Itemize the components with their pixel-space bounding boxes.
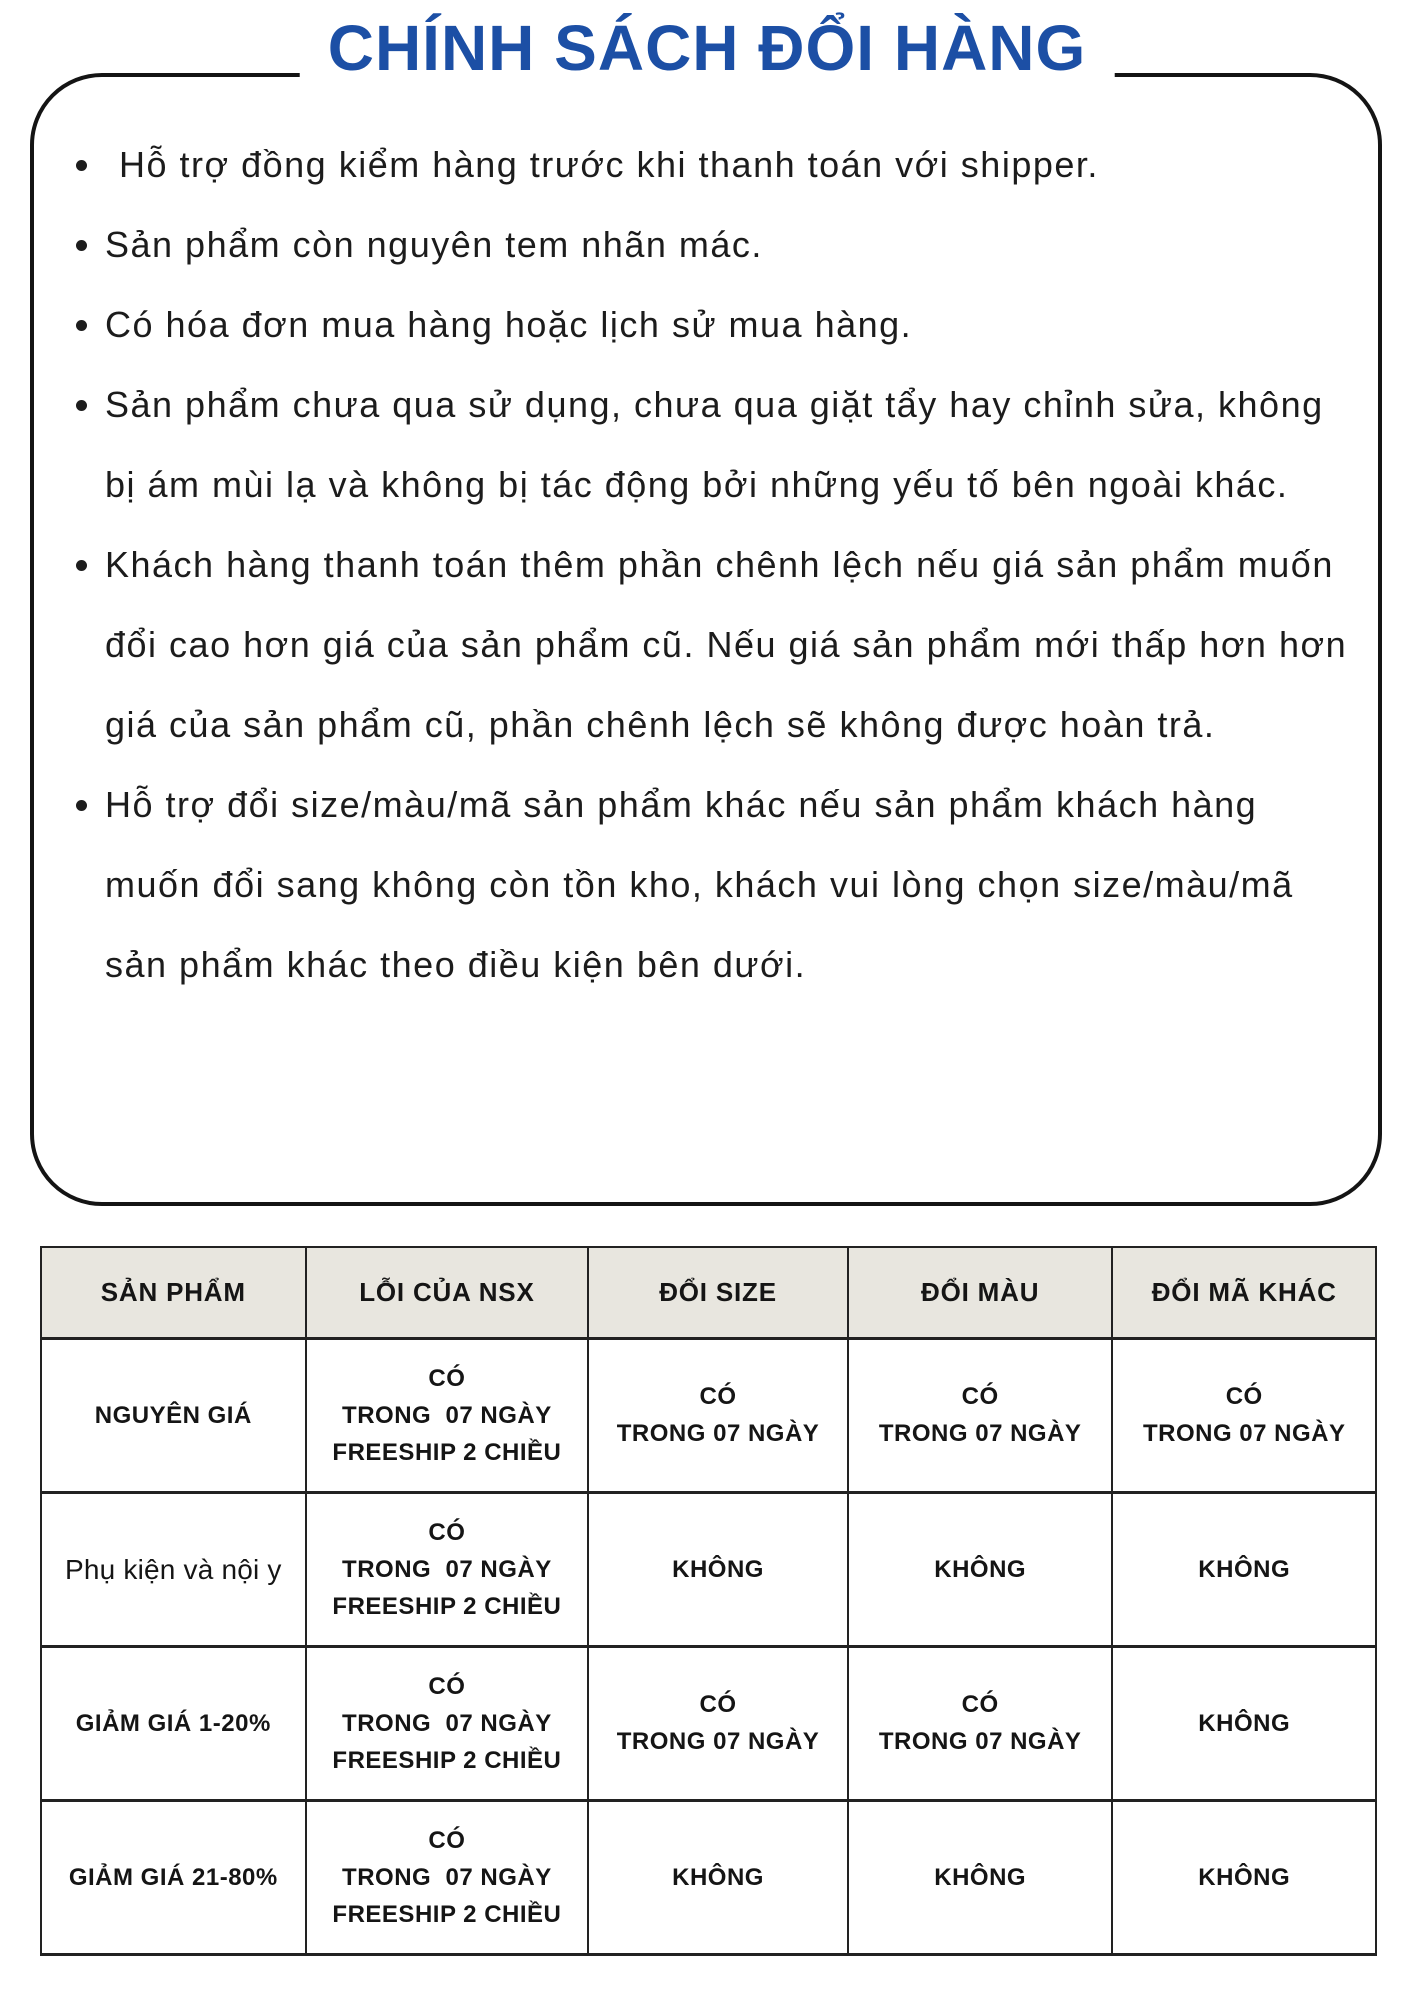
policy-value-line: FREESHIP 2 CHIỀU [332,1592,562,1620]
policy-value-line: KHÔNG [672,1863,764,1891]
bullet-dot-icon [76,560,87,571]
product-cell [41,1646,306,1800]
policy-value-cell [588,1338,848,1492]
policy-bullet [76,365,1348,525]
policy-value-cell [848,1492,1113,1646]
policy-value-line: KHÔNG [934,1863,1027,1891]
policy-bullet-text: Khách hàng thanh toán thêm phần chênh lệch nếu giá sản phẩm muốn đổi cao hơn giá của sản phẩm cũ. Nếu giá sản phẩm mới thấp hơn hơn giá của sản phẩm cũ, phần chênh lệch sẽ không được hoàn trả. [105,544,1348,745]
table-row [41,1492,1376,1646]
exchange-policy-table [40,1246,1377,1956]
policy-value-cell [1112,1646,1376,1800]
policy-value-line: TRONG 07 NGÀY [342,1555,552,1583]
policy-value-line: CÓ [428,1826,466,1854]
policy-bullet-text: Sản phẩm còn nguyên tem nhãn mác. [105,224,763,265]
policy-bullet-text: Hỗ trợ đổi size/màu/mã sản phẩm khác nếu sản phẩm khách hàng muốn đổi sang không còn tồn kho, khách vui lòng chọn size/màu/mã sản phẩm khác theo điều kiện bên dưới. [105,784,1294,985]
col-header-doi-ma-khac: ĐỔI MÃ KHÁC [1112,1247,1376,1338]
policy-value-line: KHÔNG [934,1555,1027,1583]
policy-value-cell [306,1492,589,1646]
policy-value-line: TRONG 07 NGÀY [342,1401,552,1429]
policy-bullet-text: Có hóa đơn mua hàng hoặc lịch sử mua hàng. [105,304,913,345]
policy-bullet [76,525,1348,765]
policy-value-cell [848,1800,1113,1954]
policy-value-cell [306,1646,589,1800]
policy-value-line: KHÔNG [1198,1709,1291,1737]
product-label: GIẢM GIÁ 1-20% [75,1709,271,1737]
policy-value-cell [1112,1492,1376,1646]
policy-bullet-text: Hỗ trợ đồng kiểm hàng trước khi thanh toán với shipper. [119,144,1099,185]
policy-value-line: TRONG 07 NGÀY [616,1728,820,1755]
policy-value-line: CÓ [699,1383,737,1410]
policy-value-cell [306,1800,589,1954]
policy-value-line: TRONG 07 NGÀY [878,1420,1082,1447]
policy-value-line: CÓ [428,1672,466,1700]
policy-value-line: CÓ [699,1691,737,1718]
policy-value-cell [588,1800,848,1954]
bullet-dot-icon [76,240,87,251]
table-row [41,1646,1376,1800]
product-cell [41,1338,306,1492]
bullet-dot-icon [76,320,87,331]
policy-value-line: CÓ [1225,1383,1263,1410]
table-header-row [41,1247,1376,1338]
bullet-dot-icon [76,400,87,411]
col-header-san-pham: SẢN PHẨM [41,1247,306,1338]
policy-value-line: KHÔNG [1198,1863,1291,1891]
policy-value-cell [848,1338,1113,1492]
policy-value-line: CÓ [961,1691,999,1718]
col-header-doi-mau: ĐỔI MÀU [848,1247,1113,1338]
policy-value-line: TRONG 07 NGÀY [342,1863,552,1891]
policy-box [30,73,1382,1206]
col-header-loi-cua-nsx: LỖI CỦA NSX [306,1247,589,1338]
policy-value-cell [1112,1338,1376,1492]
policy-value-line: CÓ [961,1383,999,1410]
table-row [41,1800,1376,1954]
policy-value-line: TRONG 07 NGÀY [342,1709,552,1737]
policy-value-line: FREESHIP 2 CHIỀU [332,1900,562,1928]
policy-value-line: FREESHIP 2 CHIỀU [332,1438,562,1466]
policy-value-cell [306,1338,589,1492]
policy-bullet [76,765,1348,1005]
product-label: Phụ kiện và nội y [64,1553,282,1585]
bullet-dot-icon [76,160,87,171]
policy-bullet [76,205,1348,285]
policy-bullet [76,285,1348,365]
policy-value-line: CÓ [428,1518,466,1546]
table-row [41,1338,1376,1492]
product-label: NGUYÊN GIÁ [94,1401,252,1429]
policy-value-line: KHÔNG [1198,1555,1291,1583]
product-cell [41,1800,306,1954]
policy-value-cell [588,1646,848,1800]
product-cell [41,1492,306,1646]
policy-value-cell [588,1492,848,1646]
page-title: CHÍNH SÁCH ĐỔI HÀNG [300,8,1115,88]
policy-value-cell [848,1646,1113,1800]
policy-bullet-text: Sản phẩm chưa qua sử dụng, chưa qua giặt tẩy hay chỉnh sửa, không bị ám mùi lạ và không bị tác động bởi những yếu tố bên ngoài khác. [105,384,1324,505]
col-header-doi-size: ĐỔI SIZE [588,1247,848,1338]
product-label: GIẢM GIÁ 21-80% [68,1863,278,1891]
policy-value-line: CÓ [428,1364,466,1392]
bullet-dot-icon [76,800,87,811]
policy-value-line: TRONG 07 NGÀY [878,1728,1082,1755]
policy-value-cell [1112,1800,1376,1954]
policy-value-line: TRONG 07 NGÀY [616,1420,820,1447]
policy-value-line: FREESHIP 2 CHIỀU [332,1746,562,1774]
policy-value-line: TRONG 07 NGÀY [1142,1420,1346,1447]
policy-value-line: KHÔNG [672,1555,764,1583]
policy-bullet [76,125,1348,205]
policy-bullet-list [34,77,1378,1005]
